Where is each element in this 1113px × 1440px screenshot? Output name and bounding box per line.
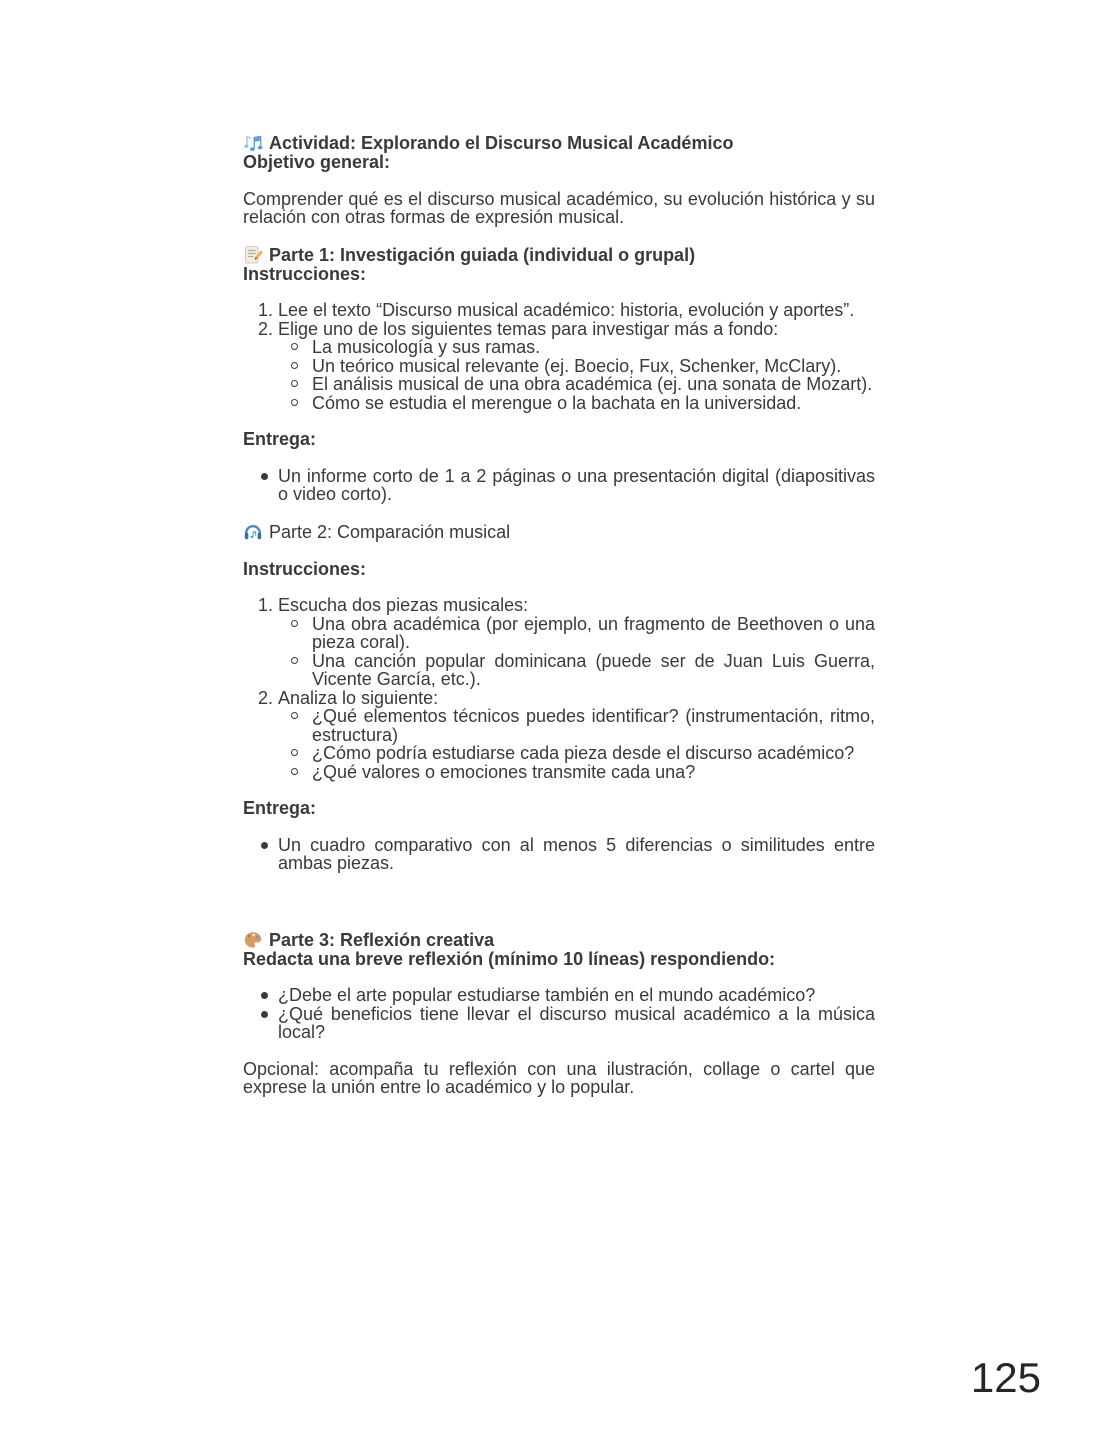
part1-step: [258, 301, 875, 320]
part1-header: [243, 245, 875, 284]
page-number: 125: [970, 1354, 1041, 1401]
part2-substep: ¿Cómo podría estudiarse cada pieza desde el discurso académico?: [288, 744, 875, 763]
part2-step: [258, 689, 875, 782]
activity-title-line: [243, 133, 875, 153]
part2-heading-line: [243, 522, 875, 542]
part3-heading: Parte 3: Reflexión creativa: [269, 929, 495, 950]
part1-instructions-heading: Instrucciones:: [243, 263, 367, 284]
part2-step-text: Escucha dos piezas musicales:: [278, 595, 529, 615]
part1-heading-line: [243, 245, 875, 265]
part3-questions-list: [258, 986, 875, 1042]
part3-question: ¿Qué beneficios tiene llevar el discurso musical académico a la música local?: [258, 1005, 875, 1042]
headphones-icon: [243, 522, 263, 542]
part2-entrega-list: [258, 836, 875, 873]
part2-substep: Una obra académica (por ejemplo, un fragmento de Beethoven o una pieza coral).: [288, 615, 875, 652]
part1-step: [258, 320, 875, 413]
part1-substeps-list: [288, 338, 875, 412]
part1-step-text: Lee el texto “Discurso musical académico: historia, evolución y aportes”.: [278, 300, 855, 320]
part1-entrega-list: [258, 467, 875, 504]
part1-heading: Parte 1: Investigación guiada (individual o grupal): [269, 244, 696, 265]
part1-substep: Cómo se estudia el merengue o la bachata en la universidad.: [288, 394, 875, 413]
part2-substep: Una canción popular dominicana (puede ser de Juan Luis Guerra, Vicente García, etc.).: [288, 652, 875, 689]
part1-entrega-item: Un informe corto de 1 a 2 páginas o una presentación digital (diapositivas o video corto).: [258, 467, 875, 504]
part2-entrega-item: Un cuadro comparativo con al menos 5 diferencias o similitudes entre ambas piezas.: [258, 836, 875, 873]
part3-header: [243, 930, 875, 969]
objective-heading: Objetivo general:: [243, 152, 391, 172]
part1-substep: Un teórico musical relevante (ej. Boecio, Fux, Schenker, McClary).: [288, 357, 875, 376]
activity-header: [243, 133, 875, 172]
part2-substep: ¿Qué elementos técnicos puedes identificar? (instrumentación, ritmo, estructura): [288, 707, 875, 744]
activity-title: Actividad: Explorando el Discurso Musical Académico: [269, 133, 734, 153]
musical-notes-icon: [243, 133, 263, 153]
part2-steps-list: [258, 596, 875, 781]
part3-heading-line: [243, 930, 875, 950]
optional-note: Opcional: acompaña tu reflexión con una ilustración, collage o cartel que exprese la unión entre lo académico y lo popular.: [243, 1058, 875, 1097]
memo-icon: [243, 245, 263, 265]
part2-entrega-heading: Entrega:: [243, 798, 317, 818]
part1-substep: La musicología y sus ramas.: [288, 338, 875, 357]
part2-instructions-heading: Instrucciones:: [243, 558, 367, 579]
part2-substep: ¿Qué valores o emociones transmite cada una?: [288, 763, 875, 782]
part2-heading: Parte 2: Comparación musical: [269, 521, 511, 542]
part1-step-text: Elige uno de los siguientes temas para investigar más a fondo:: [278, 318, 779, 339]
part1-entrega-heading: Entrega:: [243, 429, 317, 449]
part2-step-text: Analiza lo siguiente:: [278, 687, 439, 708]
part1-steps-list: [258, 301, 875, 412]
part1-substep: El análisis musical de una obra académica (ej. una sonata de Mozart).: [288, 375, 875, 394]
part2-step: [258, 596, 875, 689]
palette-icon: [243, 930, 263, 950]
objective-text: Comprender qué es el discurso musical académico, su evolución histórica y su relación con otras formas de expresión musical.: [243, 188, 875, 227]
part2-substeps-list: [288, 707, 875, 781]
document-content: [243, 133, 875, 1115]
part3-question: ¿Debe el arte popular estudiarse también en el mundo académico?: [258, 986, 875, 1005]
part2-substeps-list: [288, 615, 875, 689]
part3-subheading: Redacta una breve reflexión (mínimo 10 líneas) respondiendo:: [243, 948, 776, 969]
